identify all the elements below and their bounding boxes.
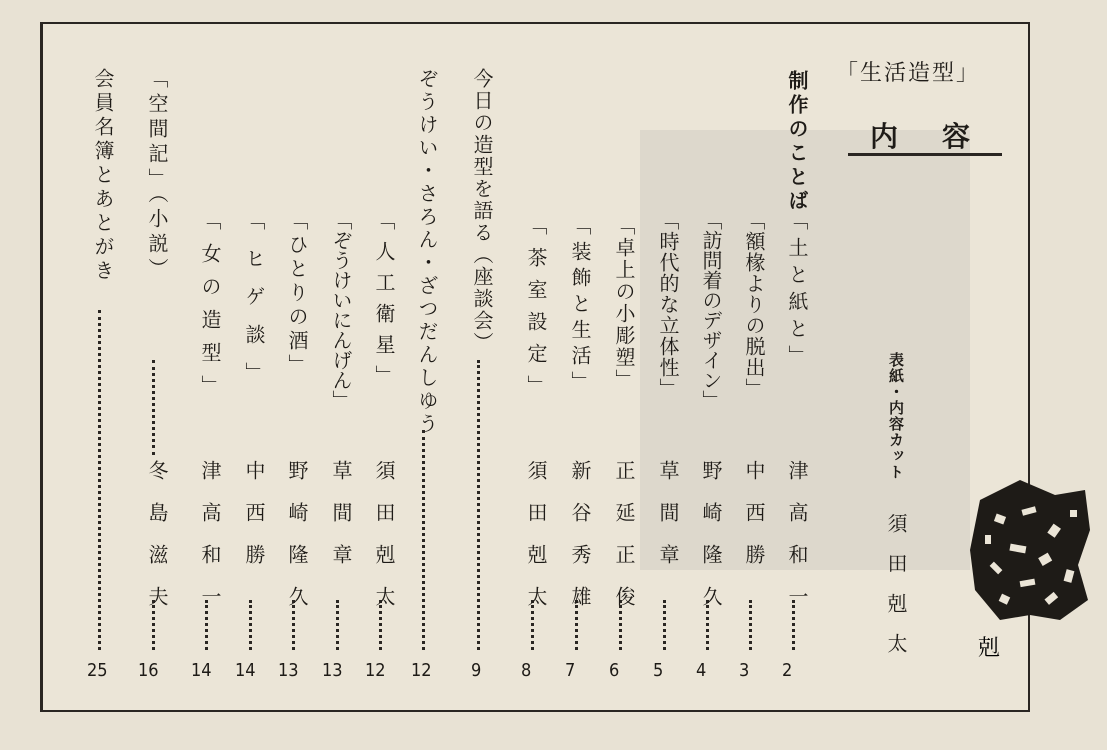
entry-author: 草間章 [656,460,680,586]
leader-dots [336,600,339,650]
entry-page: 14 [191,660,212,681]
entry-author: 新谷秀雄 [568,460,592,628]
entry-author: 須田剋太 [524,460,548,628]
entry-page: 13 [278,660,299,681]
magazine-title: 「生活造型」 [836,61,981,86]
entry-page: 12 [365,660,386,681]
entry-title: 「空間記」（小説） [145,68,169,283]
entry-title: 「訪問着のデザイン」 [699,210,723,410]
entry-page: 4 [696,660,707,681]
entry-author: 中西勝 [742,460,766,586]
entry-title: 「時代的な立体性」 [656,210,680,399]
entry-title: 「卓上の小彫塑」 [612,215,636,391]
entry-author: 中西勝 [242,460,266,586]
leader-dots [749,600,752,650]
entry-author: 野崎隆久 [699,460,723,628]
entry-page: 25 [87,660,108,681]
entry-title: 「ひとりの酒」 [285,210,309,378]
entry-page: 3 [739,660,750,681]
entry-title: 「ヒゲ談」 [242,210,266,400]
entry-author: 須田剋太 [372,460,396,628]
heading-underline [848,153,1002,156]
cut-illustration [960,470,1100,670]
leader-dots [98,310,101,650]
cut-signature: 剋 [978,636,1001,661]
leader-dots [422,430,425,650]
entry-page: 6 [609,660,620,681]
leader-dots [152,360,155,455]
entry-author: 草間章 [329,460,353,586]
entry-title: 「人工衛星」 [372,210,396,396]
entry-page: 7 [565,660,576,681]
entry-title: 今日の造型を語る（座談会） [470,68,494,354]
entry-author: 津高和一 [785,460,809,628]
cover-credit-artist: 須田剋太 [884,513,908,673]
entry-title: 「ぞうけいにんげん」 [329,210,353,410]
entry-title: 「女の造型」 [198,210,222,408]
entry-page: 13 [322,660,343,681]
entry-title: 「茶室設定」 [524,215,548,407]
leader-dots [477,360,480,650]
entry-page: 16 [138,660,159,681]
entry-title: 会員名簿とあとがき [91,68,115,284]
entry-title: ぞうけい・さろん・ざつだんしゆう [415,68,439,436]
cover-credit [882,352,911,673]
entry-title: 「土と紙と」 [785,210,809,372]
entry-title: 「額椽よりの脱出」 [742,210,766,399]
entry-page: 9 [471,660,482,681]
entry-author: 津高和一 [198,460,222,628]
entry-title: 「装飾と生活」 [568,215,592,397]
contents-heading: 内容 [870,120,1015,153]
entry-author: 正延正俊 [612,460,636,628]
leader-dots [249,600,252,650]
section-label: 制作のことば [785,70,809,214]
entry-page: 8 [521,660,532,681]
entry-page: 2 [782,660,793,681]
cover-credit-label: 表紙・内容カット [887,352,905,480]
entry-page: 5 [653,660,664,681]
entry-author: 冬島滋夫 [145,460,169,628]
entry-page: 14 [235,660,256,681]
leader-dots [663,600,666,650]
entry-author: 野崎隆久 [285,460,309,628]
entry-page: 12 [411,660,432,681]
